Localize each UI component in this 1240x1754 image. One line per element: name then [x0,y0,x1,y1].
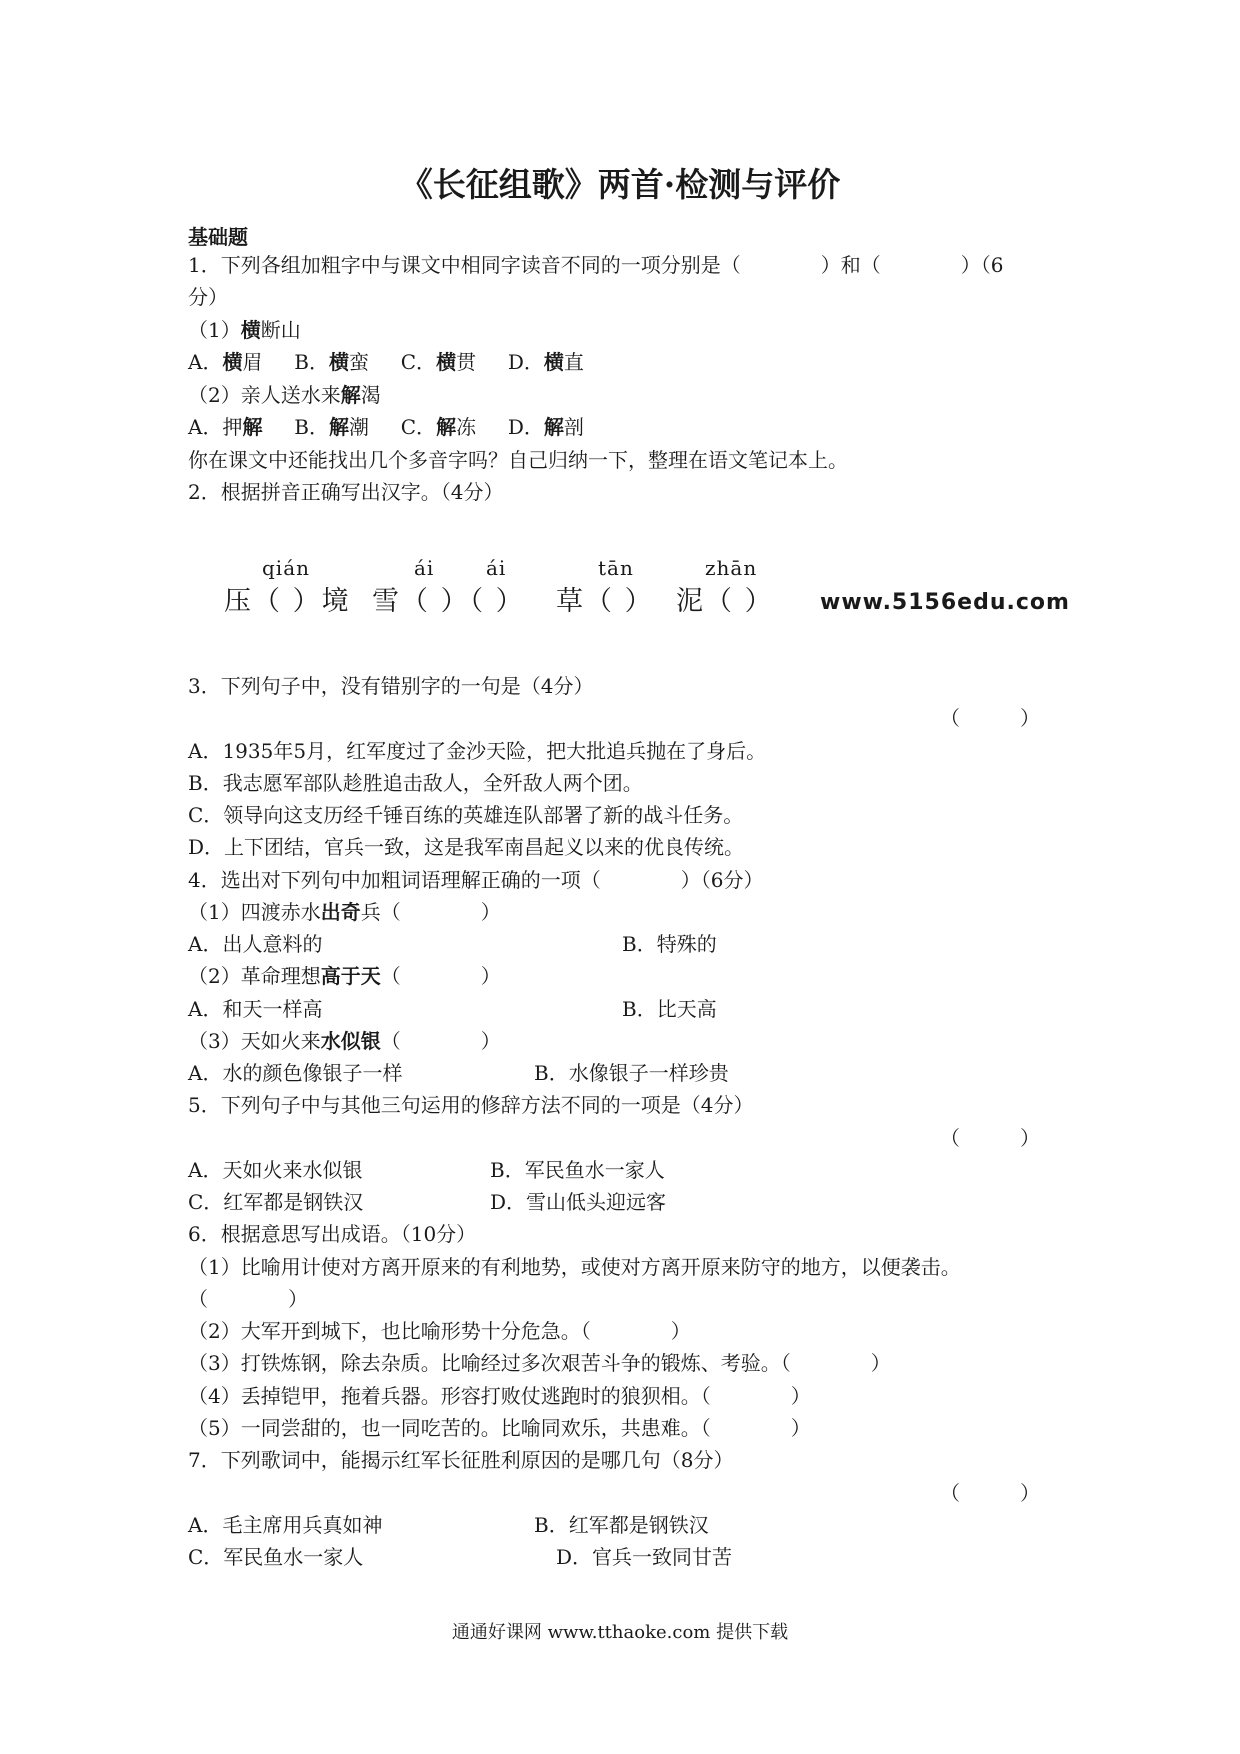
pinyin-2: ái [414,556,435,580]
question-1-sub-1: （1）横断山 [188,318,301,342]
pinyin-1: qián [262,556,311,580]
question-4-sub-2: （2）革命理想高于天（ ） [188,964,501,988]
question-1-note: 你在课文中还能找出几个多音字吗？自己归纳一下，整理在语文笔记本上。 [188,448,848,472]
pinyin-5: zhān [705,556,758,580]
blank-1: 压（ ）境 [224,586,351,617]
question-7: 7．下列歌词中，能揭示红军长征胜利原因的是哪几句（8分） [188,1448,734,1472]
question-3-option-a: A．1935年5月，红军度过了金沙天险，把大批追兵抛在了身后。 [188,739,767,763]
question-4-sub-1: （1）四渡赤水出奇兵（ ） [188,900,501,924]
question-4-sub-1-b: B．特殊的 [622,932,717,956]
question-7-option-c: C．军民鱼水一家人 [188,1545,364,1569]
watermark: www.5156edu.com [820,590,1070,615]
question-1-options-2: A．押解 B．解潮 C．解冻 D．解剖 [188,415,584,439]
page-title: 《长征组歌》两首·检测与评价 [399,165,841,204]
question-2: 2．根据拼音正确写出汉字。（4分） [188,480,504,504]
question-4-sub-3: （3）天如火来水似银（ ） [188,1029,501,1053]
question-1-options-1: A．横眉 B．横蛮 C．横贯 D．横直 [188,350,584,374]
question-4-sub-2-a: A．和天一样高 [188,997,323,1021]
question-5: 5．下列句子中与其他三句运用的修辞方法不同的一项是（4分） [188,1093,754,1117]
question-4-sub-3-a: A．水的颜色像银子一样 [188,1061,403,1085]
question-6-item-3: （3）打铁炼钢，除去杂质。比喻经过多次艰苦斗争的锻炼、考验。（ ） [188,1351,891,1375]
question-5-option-c: C．红军都是钢铁汉 [188,1190,364,1214]
question-3-option-d: D．上下团结，官兵一致，这是我军南昌起义以来的优良传统。 [188,835,745,859]
question-6-item-2: （2）大军开到城下，也比喻形势十分危急。（ ） [188,1319,691,1343]
page-footer: 通通好课网 www.tthaoke.com 提供下载 [451,1622,789,1643]
section-heading: 基础题 [188,225,248,249]
question-4: 4．选出对下列句中加粗词语理解正确的一项（ ）（6分） [188,868,764,892]
question-6-item-4: （4）丢掉铠甲，拖着兵器。形容打败仗逃跑时的狼狈相。（ ） [188,1384,811,1408]
question-5-option-b: B．军民鱼水一家人 [490,1158,665,1182]
question-3-answer: （ ） [940,706,1040,730]
question-6-item-5: （5）一同尝甜的，也一同吃苦的。比喻同欢乐，共患难。（ ） [188,1416,811,1440]
question-7-answer: （ ） [940,1481,1040,1505]
question-3-option-b: B．我志愿军部队趁胜追击敌人，全歼敌人两个团。 [188,771,643,795]
question-1: 1．下列各组加粗字中与课文中相同字读音不同的一项分别是（ ）和（ ）（6 [188,253,1004,277]
question-6-item-1-answer: （ ） [188,1287,308,1311]
question-4-sub-1-a: A．出人意料的 [188,932,323,956]
question-7-option-b: B．红军都是钢铁汉 [534,1513,709,1537]
question-7-option-a: A．毛主席用兵真如神 [188,1513,383,1537]
pinyin-3: ái [486,556,507,580]
question-1-sub-2: （2）亲人送水来解渴 [188,383,381,407]
question-4-sub-2-b: B．比天高 [622,997,717,1021]
question-5-answer: （ ） [940,1126,1040,1150]
question-5-option-d: D．雪山低头迎远客 [490,1190,667,1214]
pinyin-4: tān [598,556,634,580]
question-3-option-c: C．领导向这支历经千锤百练的英雄连队部署了新的战斗任务。 [188,803,744,827]
question-5-option-a: A．天如火来水似银 [188,1158,363,1182]
blank-2: 雪（ ）（ ） [372,586,525,617]
question-3: 3．下列句子中，没有错别字的一句是（4分） [188,674,594,698]
question-7-option-d: D．官兵一致同甘苦 [556,1545,733,1569]
question-6: 6．根据意思写出成语。（10分） [188,1222,477,1246]
blank-3: 草（ ） [556,586,654,617]
blank-4: 泥（ ） [676,586,774,617]
question-1-cont: 分） [188,285,228,309]
question-6-item-1: （1）比喻用计使对方离开原来的有利地势，或使对方离开原来防守的地方，以便袭击。 [188,1255,961,1279]
question-4-sub-3-b: B．水像银子一样珍贵 [534,1061,729,1085]
